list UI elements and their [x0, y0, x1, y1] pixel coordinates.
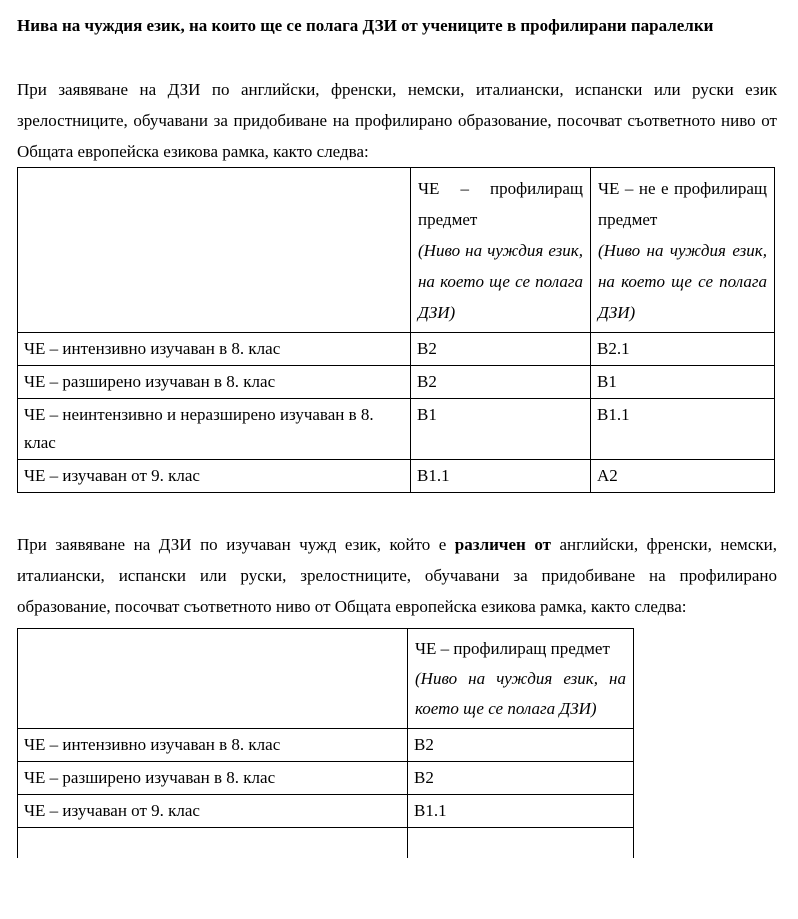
table-header-row: [18, 168, 775, 333]
row-label-cell: ЧЕ – изучаван от 9. клас: [18, 795, 408, 828]
profiling-level-cell: B2: [408, 729, 634, 762]
table-header-row: [18, 629, 634, 729]
table-row: [18, 762, 634, 795]
empty-header-cell: [18, 629, 408, 729]
non-profiling-level-cell: B1: [591, 366, 775, 399]
levels-table-other-languages: [17, 628, 634, 858]
row-label-cell: ЧЕ – неинтензивно и неразширено изучаван в 8. клас: [18, 399, 411, 460]
header-note-text: (Ниво на чуждия език, на което ще се полага ДЗИ): [418, 241, 583, 322]
header-main-text: ЧЕ – профилиращ предмет: [415, 639, 610, 658]
profiling-subject-header-cell: [411, 168, 591, 333]
profiling-subject-header-cell: [408, 629, 634, 729]
table-row: [18, 795, 634, 828]
profiling-level-cell: B1: [411, 399, 591, 460]
paragraph-text: При заявяване на ДЗИ по изучаван чужд език, който е: [17, 535, 455, 554]
row-label-cell: ЧЕ – интензивно изучаван в 8. клас: [18, 729, 408, 762]
intro-paragraph: При заявяване на ДЗИ по английски, френски, немски, италиански, испански или руски език зрелостниците, обучавани за придобиване на профилирано образование, посочват съответното ниво от Общата европейска езикова рамка, както следва:: [17, 80, 777, 161]
row-label-cell: [18, 828, 408, 858]
document-title: Нива на чуждия език, на които ще се полага ДЗИ от учениците в профилирани паралелки: [17, 16, 714, 35]
row-label-cell: ЧЕ – разширено изучаван в 8. клас: [18, 762, 408, 795]
bold-emphasis-text: различен от: [454, 535, 551, 554]
profiling-level-cell: B1.1: [408, 795, 634, 828]
table-row: [18, 366, 775, 399]
non-profiling-subject-header-cell: [591, 168, 775, 333]
row-label-cell: ЧЕ – интензивно изучаван в 8. клас: [18, 333, 411, 366]
non-profiling-level-cell: A2: [591, 460, 775, 493]
profiling-level-cell: B2: [411, 366, 591, 399]
table-row: [18, 333, 775, 366]
profiling-level-cell: B1.1: [411, 460, 591, 493]
header-note-text: (Ниво на чуждия език, на което ще се полага ДЗИ): [598, 241, 767, 322]
row-label-cell: ЧЕ – разширено изучаван в 8. клас: [18, 366, 411, 399]
profiling-level-cell: [408, 828, 634, 858]
profiling-level-cell: B2: [411, 333, 591, 366]
levels-table-main-languages: [17, 167, 775, 493]
row-label-cell: ЧЕ – изучаван от 9. клас: [18, 460, 411, 493]
table-row-cutoff: [18, 828, 634, 858]
header-main-text: ЧЕ – профилиращ предмет: [418, 179, 583, 229]
empty-header-cell: [18, 168, 411, 333]
second-paragraph: [17, 529, 777, 622]
table-row: [18, 399, 775, 460]
header-note-text: (Ниво на чуждия език, на което ще се полага ДЗИ): [415, 669, 626, 718]
table-row: [18, 729, 634, 762]
table-row: [18, 460, 775, 493]
paragraph-text: английски, френски, немски, италиански, испански или руски, зрелостниците, обучавани за придобиване на профилирано образование, посочват съответното ниво от Общата европейска езикова рамка, както следва:: [17, 535, 777, 616]
header-main-text: ЧЕ – не е профилиращ предмет: [598, 179, 767, 229]
non-profiling-level-cell: B2.1: [591, 333, 775, 366]
profiling-level-cell: B2: [408, 762, 634, 795]
non-profiling-level-cell: B1.1: [591, 399, 775, 460]
